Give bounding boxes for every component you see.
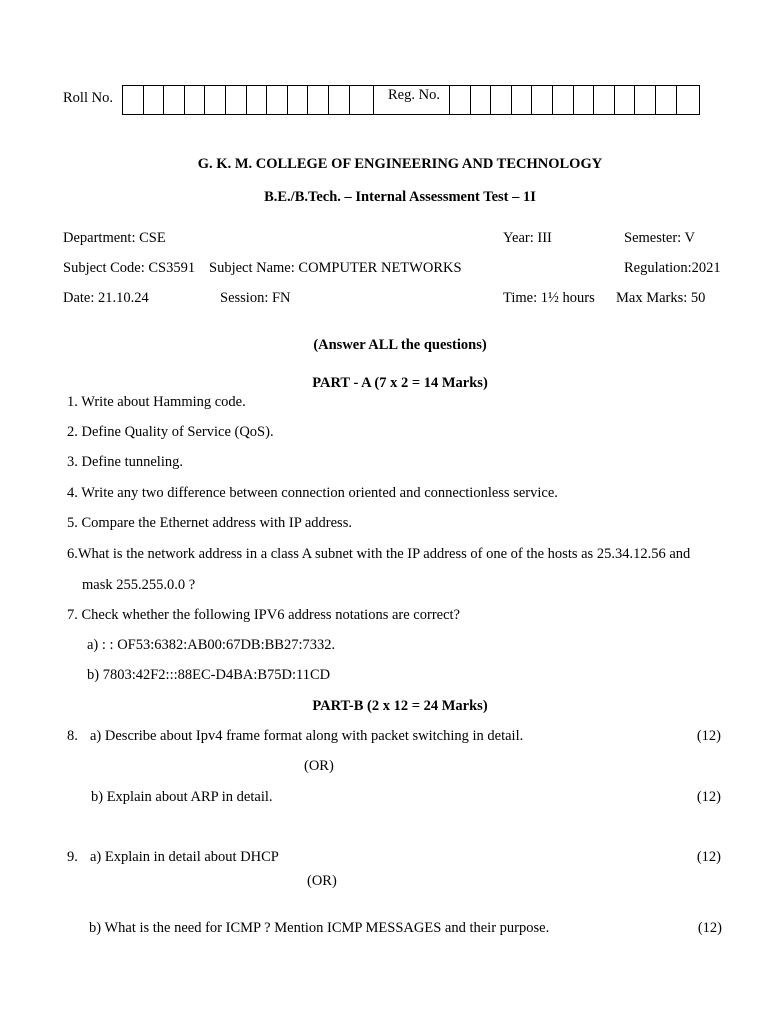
question-8a: a) Describe about Ipv4 frame format along with packet switching in detail. [90,728,524,744]
question-8-or: (OR) [304,758,334,774]
question-7-option-b: b) 7803:42F2:::88EC-D4BA:B75D:11CD [87,667,331,683]
question-4: 4. Write any two difference between connection oriented and connectionless service. [67,485,558,501]
test-title: B.E./B.Tech. – Internal Assessment Test – 1I [264,189,536,205]
question-1: 1. Write about Hamming code. [67,394,246,410]
question-8b-marks: (12) [696,789,721,805]
question-6-line-1: 6.What is the network address in a class A subnet with the IP address of one of the hosts as 25.34.12.56 and [67,546,691,562]
instructions: (Answer ALL the questions) [313,337,487,353]
question-3: 3. Define tunneling. [67,454,183,470]
roll-number-label: Roll No. [63,90,113,106]
question-9-or: (OR) [307,873,337,889]
college-name: G. K. M. COLLEGE OF ENGINEERING AND TECHNOLOGY [197,156,603,172]
question-9b: b) What is the need for ICMP ? Mention ICMP MESSAGES and their purpose. [89,920,550,936]
roll-number-boxes [122,85,374,115]
max-marks: Max Marks: 50 [616,290,706,306]
question-9a-marks: (12) [696,849,721,865]
reg-number-label: Reg. No. [388,87,440,103]
question-7: 7. Check whether the following IPV6 address notations are correct? [67,607,460,623]
exam-time: Time: 1½ hours [503,290,595,306]
session: Session: FN [220,290,291,306]
exam-date: Date: 21.10.24 [63,290,149,306]
subject-name: Subject Name: COMPUTER NETWORKS [209,260,462,276]
question-7-option-a: a) : : OF53:6382:AB00:67DB:BB27:7332. [87,637,336,653]
subject-code: Subject Code: CS3591 [63,260,196,276]
question-6-line-2: mask 255.255.0.0 ? [82,577,196,593]
question-8b: b) Explain about ARP in detail. [91,789,273,805]
part-a-heading: PART - A (7 x 2 = 14 Marks) [312,375,488,391]
semester: Semester: V [624,230,696,246]
question-5: 5. Compare the Ethernet address with IP address. [67,515,352,531]
question-9-number: 9. [67,849,78,865]
question-8-number: 8. [67,728,78,744]
regulation: Regulation:2021 [624,260,721,276]
department: Department: CSE [63,230,166,246]
question-9a: a) Explain in detail about DHCP [90,849,279,865]
part-b-heading: PART-B (2 x 12 = 24 Marks) [312,698,488,714]
question-8a-marks: (12) [696,728,721,744]
question-9b-marks: (12) [697,920,722,936]
question-2: 2. Define Quality of Service (QoS). [67,424,274,440]
reg-number-boxes [449,85,700,115]
year: Year: III [503,230,552,246]
